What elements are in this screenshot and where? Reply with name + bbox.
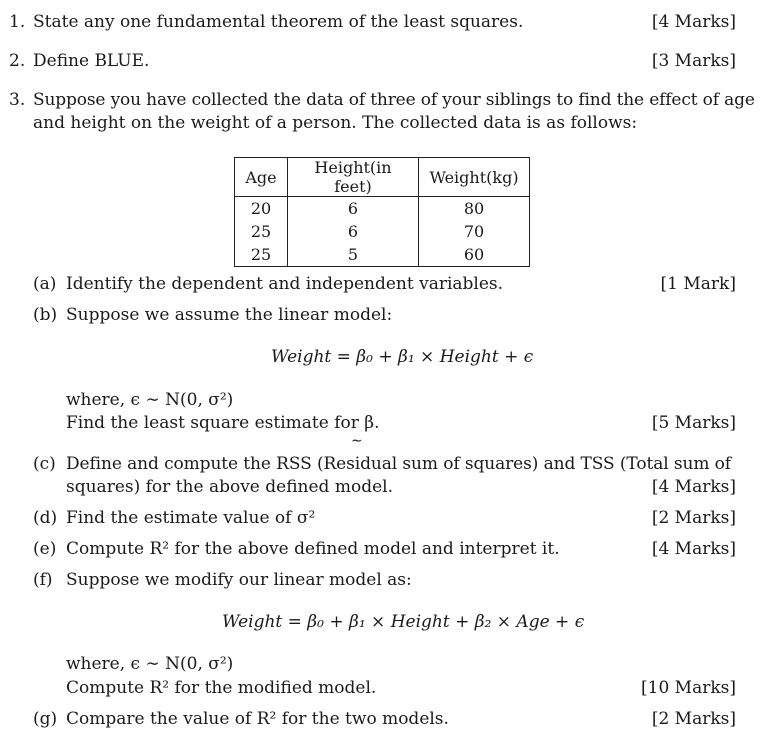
part-c-label: (c) [33,454,56,474]
table-row [235,220,530,243]
part-d-label: (d) [33,508,58,528]
part-c-line1: Define and compute the RSS (Residual sum of squares) and TSS (Total sum of [66,454,731,474]
part-e-marks: [4 Marks] [651,539,736,559]
part-b-find: Find the least square estimate for β. [66,413,380,433]
part-b-where: where, ϵ ∼ N(0, σ²) [66,390,234,410]
part-d-text: Find the estimate value of σ² [66,508,316,528]
beta-vector-tilde: ∼ [351,433,363,449]
part-a-text: Identify the dependent and independent variables. [66,274,504,294]
part-g-text: Compare the value of R² for the two models. [66,709,449,729]
part-e-text: Compute R² for the above defined model and interpret it. [66,539,560,559]
data-table [234,157,530,267]
table-row [235,197,530,221]
cell-height: 6 [288,197,419,221]
part-c-marks: [4 Marks] [651,477,736,497]
q2-text: Define BLUE. [33,51,150,71]
cell-weight: 60 [419,243,530,267]
part-b-label: (b) [33,305,58,325]
cell-age: 25 [235,220,288,243]
cell-weight: 70 [419,220,530,243]
header-height: Height(in feet) [288,158,419,197]
header-weight: Weight(kg) [419,158,530,197]
part-g-label: (g) [33,709,58,729]
table-header-row [235,158,530,197]
part-g-marks: [2 Marks] [651,709,736,729]
q2-number: 2. [9,51,26,71]
cell-age: 25 [235,243,288,267]
q3-number: 3. [9,90,26,110]
cell-height: 6 [288,220,419,243]
equation-model1: Weight = β₀ + β₁ × Height + ϵ [271,347,534,367]
q1-number: 1. [9,12,26,32]
part-d-marks: [2 Marks] [651,508,736,528]
part-f-where: where, ϵ ∼ N(0, σ²) [66,654,234,674]
equation-model2: Weight = β₀ + β₁ × Height + β₂ × Age + ϵ [222,612,585,632]
cell-age: 20 [235,197,288,221]
header-age: Age [235,158,288,197]
part-f-compute: Compute R² for the modified model. [66,678,377,698]
part-c-line2: squares) for the above defined model. [66,477,393,497]
q1-text: State any one fundamental theorem of the least squares. [33,12,524,32]
part-b-text: Suppose we assume the linear model: [66,305,393,325]
part-a-marks: [1 Mark] [660,274,736,294]
q1-marks: [4 Marks] [651,12,736,32]
cell-weight: 80 [419,197,530,221]
part-f-text: Suppose we modify our linear model as: [66,570,412,590]
part-a-label: (a) [33,274,57,294]
part-f-marks: [10 Marks] [641,678,736,698]
part-b-marks: [5 Marks] [651,413,736,433]
q3-line2: and height on the weight of a person. The collected data is as follows: [33,113,638,133]
table-row [235,243,530,267]
q2-marks: [3 Marks] [651,51,736,71]
q3-line1: Suppose you have collected the data of three of your siblings to find the effect of age [33,90,755,110]
cell-height: 5 [288,243,419,267]
part-f-label: (f) [33,570,53,590]
part-e-label: (e) [33,539,57,559]
